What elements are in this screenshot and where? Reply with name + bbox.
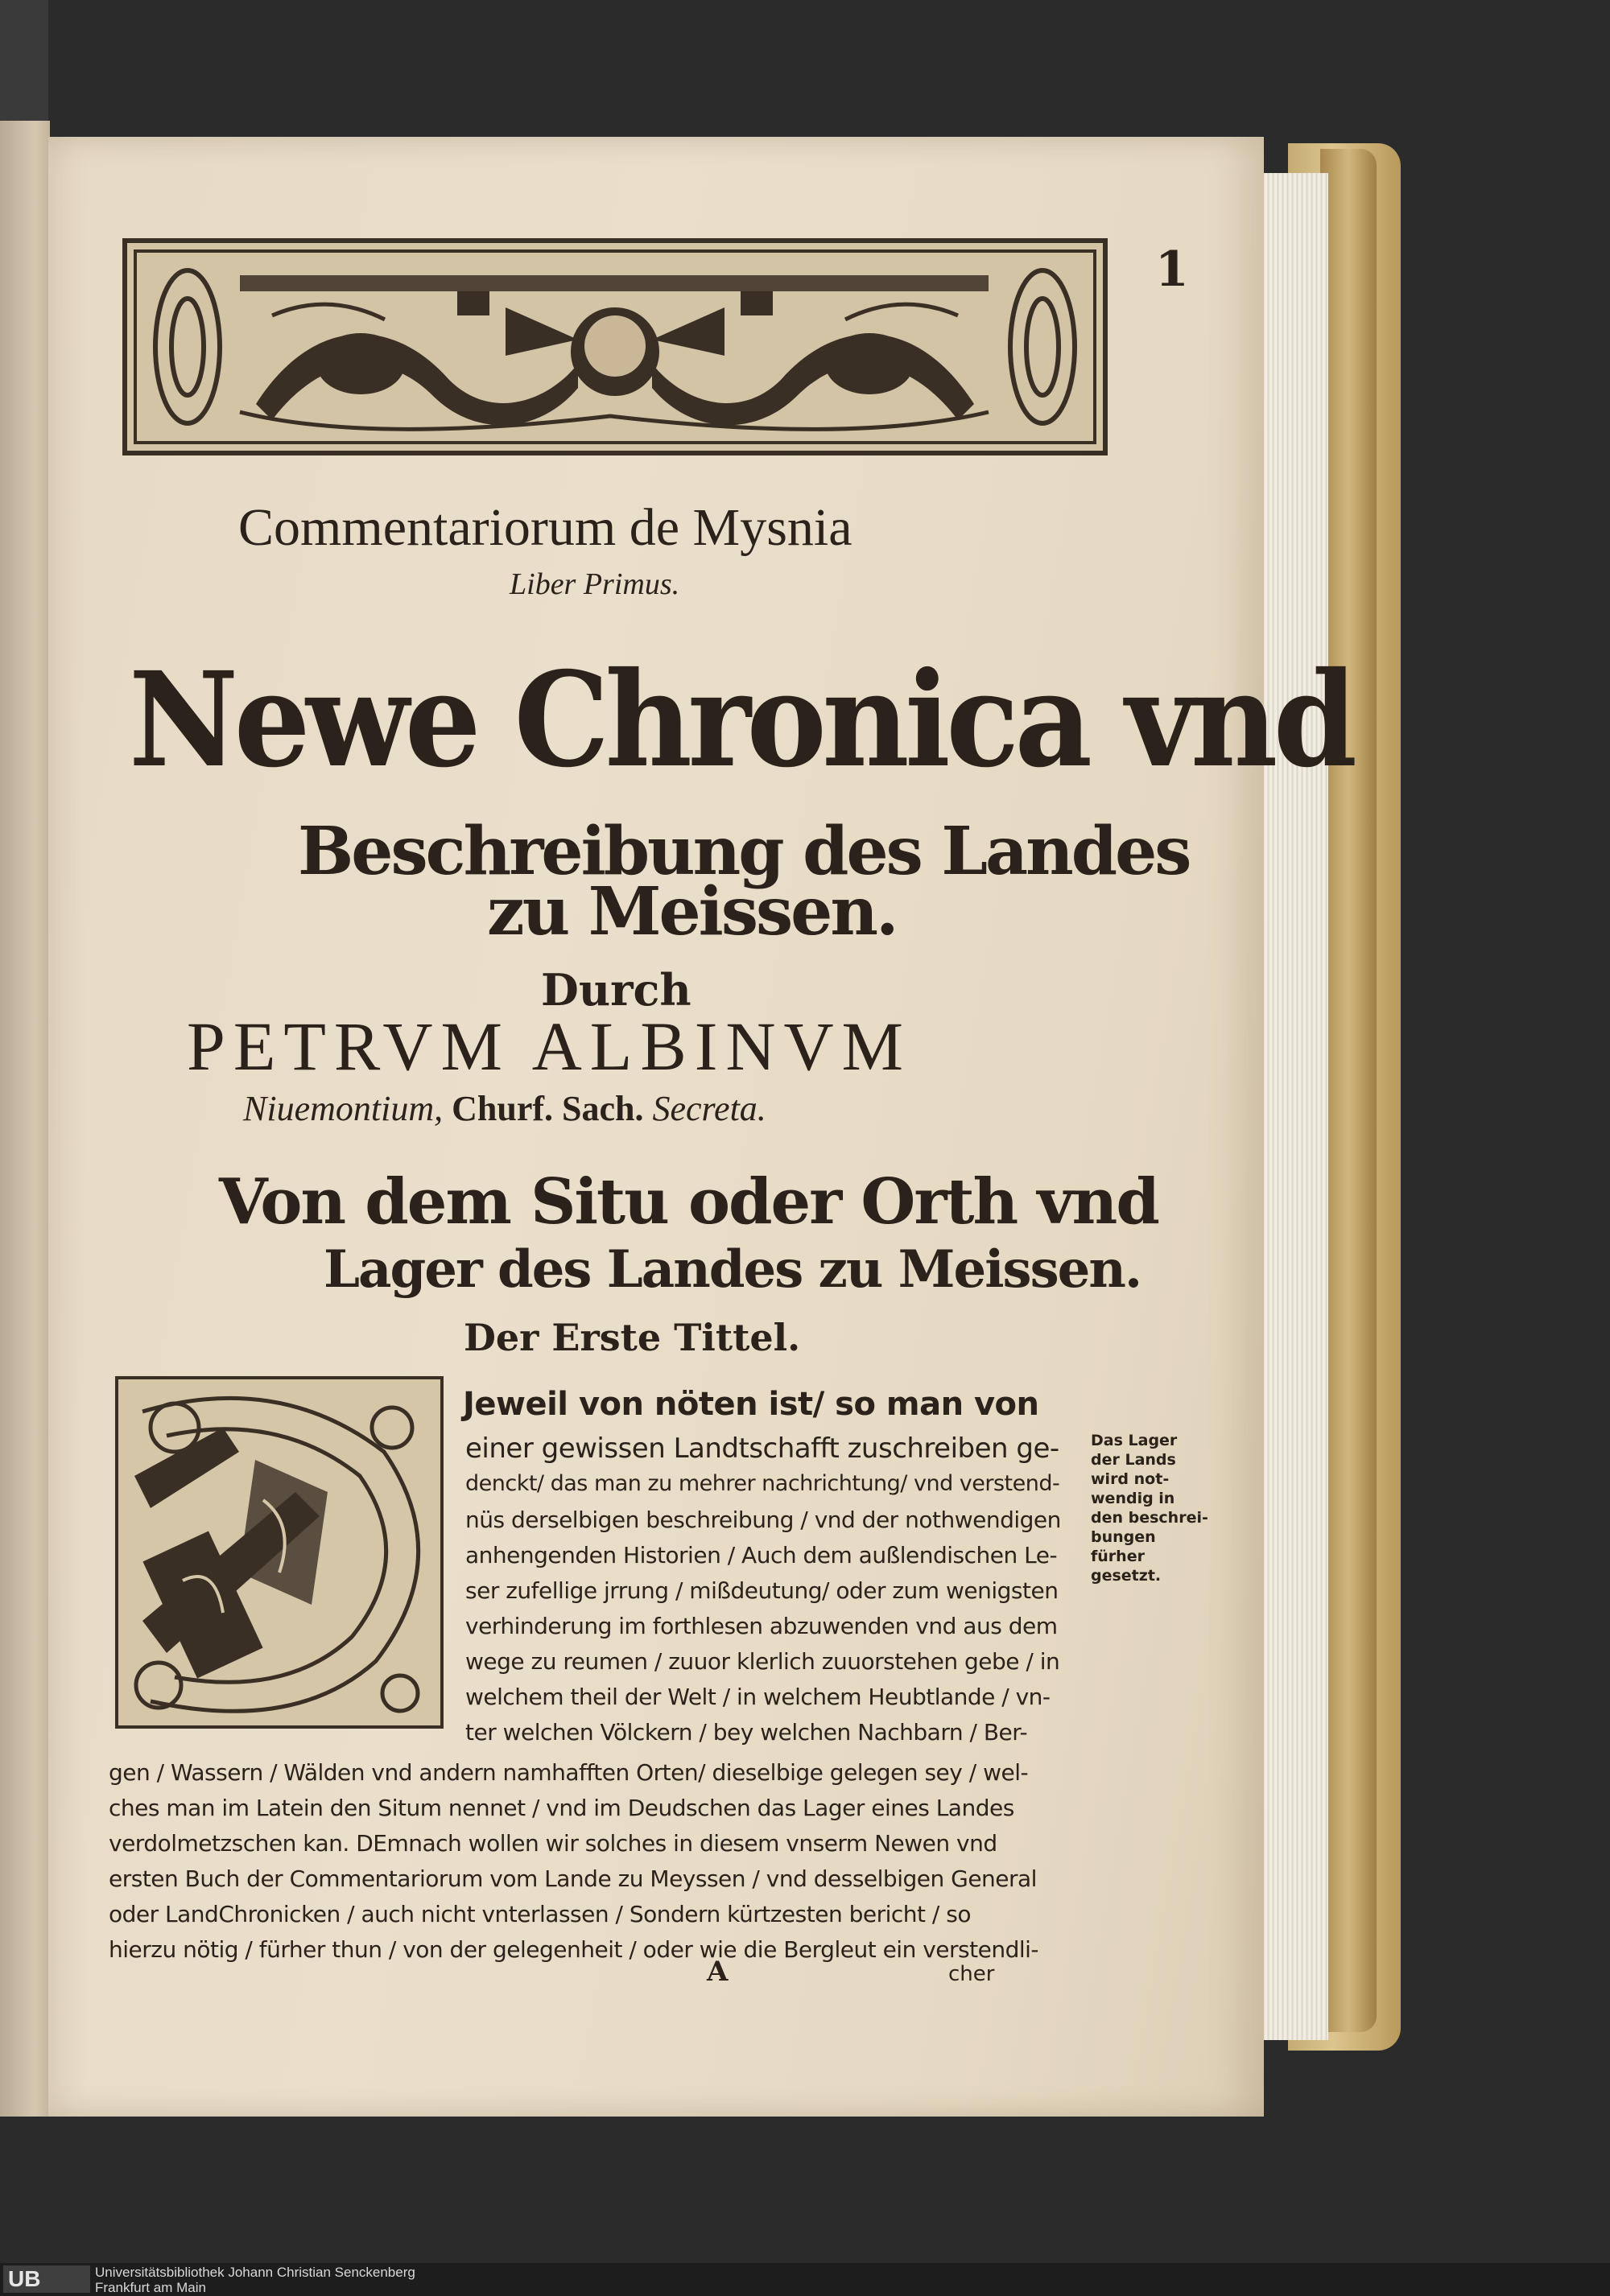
library-logo[interactable]: UB: [3, 2265, 90, 2293]
author-office: Churf. Sach.: [443, 1089, 653, 1128]
marginal-note-line: gesetzt.: [1091, 1567, 1162, 1585]
initial-woodcut-image: [118, 1379, 440, 1725]
marginal-note-line: der Lands: [1091, 1451, 1176, 1469]
library-name: Universitätsbibliothek Johann Christian Senckenberg: [95, 2265, 415, 2280]
author-name: PETRVM ALBINVM: [187, 1008, 912, 1085]
signature-mark: A: [707, 1956, 729, 1988]
body-line-14: ersten Buch der Commentariorum vom Lande zu Meyssen / vnd desselbigen General: [109, 1865, 1037, 1892]
body-line-6: ser zufellige jrrung / mißdeutung/ oder zum wenigsten: [465, 1577, 1059, 1604]
marginal-note-line: bungen: [1091, 1528, 1156, 1546]
latin-title: Commentariorum de Mysnia: [238, 498, 852, 557]
by-label: Durch: [541, 964, 691, 1016]
main-title-line-2: Beschreibung des Landes: [298, 813, 1190, 890]
body-line-8: wege zu reumen / zuuor klerlich zuuorstehen gebe / in: [465, 1648, 1060, 1675]
marginal-note-line: wendig in: [1091, 1490, 1175, 1507]
book-cover-edge: [1320, 149, 1377, 2032]
body-line-10: ter welchen Völckern / bey welchen Nachbarn / Ber-: [465, 1719, 1028, 1746]
author-role: Secreta.: [652, 1089, 766, 1128]
author-title: [243, 1088, 766, 1129]
chapter-heading-line-1: Von dem Situ oder Orth vnd: [219, 1165, 1158, 1239]
ornamental-headpiece: [122, 238, 1108, 455]
marginal-note-line: fürher: [1091, 1548, 1145, 1565]
main-title-line-1: Newe Chronica vnd: [129, 644, 1353, 797]
body-line-4: nüs derselbigen beschreibung / vnd der nothwendigen: [465, 1507, 1061, 1533]
library-city: Frankfurt am Main: [95, 2280, 206, 2295]
author-origin: Niuemontium,: [243, 1089, 444, 1128]
body-line-2: einer gewissen Landtschafft zuschreiben ge-: [465, 1432, 1059, 1465]
page-block-edges: [1260, 173, 1328, 2040]
main-title-line-3: zu Meissen.: [487, 873, 897, 950]
latin-subtitle: Liber Primus.: [510, 567, 680, 601]
body-line-3: denckt/ das man zu mehrer nachrichtung/ vnd verstend-: [465, 1471, 1060, 1496]
ornament-woodcut-image: [127, 243, 1103, 451]
marginal-note-line: wird not-: [1091, 1470, 1170, 1488]
body-line-7: verhinderung im forthlesen abzuwenden vnd aus dem: [465, 1613, 1058, 1639]
marginal-note: [1091, 1431, 1208, 1585]
body-line-15: oder LandChronicken / auch nicht vnterlassen / Sondern kürtzesten bericht / so: [109, 1901, 971, 1927]
chapter-subtitle: Der Erste Tittel.: [464, 1316, 801, 1359]
chapter-heading-line-2: Lager des Landes zu Meissen.: [324, 1239, 1141, 1300]
background-top-left: [0, 0, 48, 121]
page-number: 1: [1155, 241, 1189, 298]
body-line-16: hierzu nötig / fürher thun / von der gelegenheit / oder wie die Bergleut ein verstendli-: [109, 1936, 1039, 1963]
previous-leaf-edge: [0, 121, 50, 2117]
body-line-11: gen / Wassern / Wälden vnd andern namhafften Orten/ dieselbige gelegen sey / wel-: [109, 1759, 1029, 1786]
decorated-initial-d: [115, 1376, 444, 1729]
library-footer-bar: [0, 2263, 1610, 2296]
body-line-5: anhengenden Historien / Auch dem außlendischen Le-: [465, 1542, 1058, 1568]
catchword: cher: [948, 1962, 995, 1986]
body-line-1: Jeweil von nöten ist/ so man von: [463, 1386, 1039, 1423]
body-line-9: welchem theil der Welt / in welchem Heubtlande / vn-: [465, 1684, 1051, 1710]
body-line-13: verdolmetzschen kan. DEmnach wollen wir solches in diesem vnserm Newen vnd: [109, 1830, 997, 1857]
marginal-note-line: den beschrei-: [1091, 1509, 1208, 1527]
body-line-12: ches man im Latein den Situm nennet / vnd im Deudschen das Lager eines Landes: [109, 1795, 1014, 1821]
marginal-note-line: Das Lager: [1091, 1432, 1178, 1449]
